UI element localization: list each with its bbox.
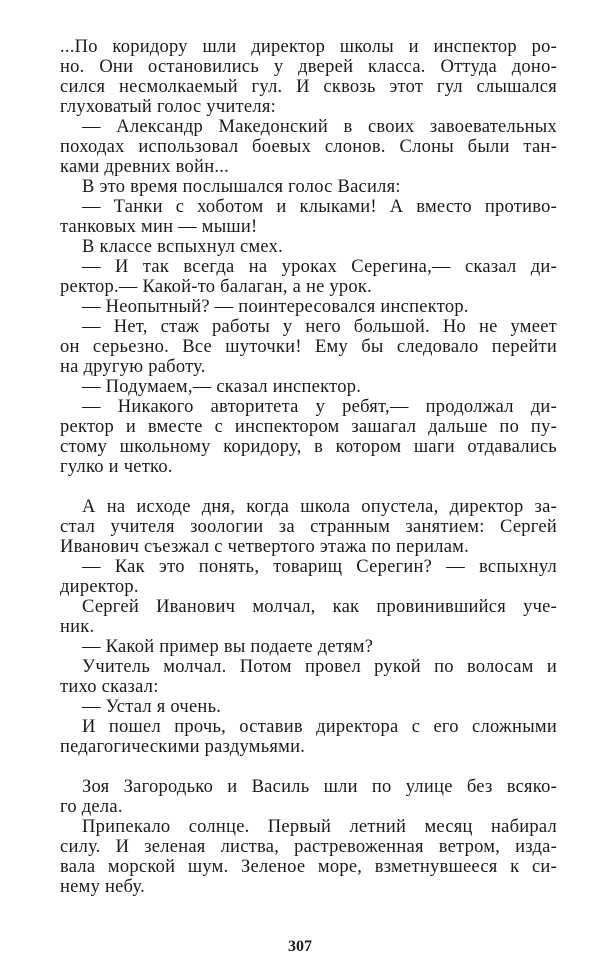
text-line: — Нет, стаж работы у него большой. Но не умеет (82, 317, 557, 337)
section-break (60, 477, 557, 497)
text-line: педагогическими раздумьями. (60, 737, 306, 757)
paragraph (60, 497, 557, 557)
text-line: — Никакого авторитета у ребят,— продолжал ди- (82, 397, 557, 417)
text-line: тихо сказал: (60, 677, 159, 697)
paragraph (60, 317, 557, 377)
text-line: ками древних войн... (60, 157, 229, 177)
text-line: Припекало солнце. Первый летний месяц набирал (82, 817, 557, 837)
text-line: — Как это понять, товарищ Серегин? — вспыхнул (82, 557, 557, 577)
text-line: — Какой пример вы подаете детям? (82, 637, 374, 657)
paragraph (60, 637, 557, 657)
paragraph (60, 257, 557, 297)
text-line: вала морской шум. Зеленое море, взметнувшееся к си- (60, 857, 557, 877)
text-line: ректор и вместе с инспектором зашагал дальше по пу- (60, 417, 557, 437)
book-page-text (60, 37, 557, 897)
text-line: гулко и четко. (60, 457, 173, 477)
paragraph (60, 397, 557, 477)
paragraph (60, 657, 557, 697)
paragraph (60, 777, 557, 817)
text-line: Иванович съезжал с четвертого этажа по перилам. (60, 537, 469, 557)
text-line: он серьезно. Все шуточки! Ему бы следовало перейти (60, 337, 557, 357)
text-line: — Устал я очень. (82, 697, 222, 717)
text-line: на другую работу. (60, 357, 206, 377)
text-line: ник. (60, 617, 95, 637)
paragraph (60, 297, 557, 317)
text-line: танковых мин — мыши! (60, 217, 258, 237)
paragraph (60, 237, 557, 257)
text-line: силу. И зеленая листва, растревоженная ветром, изда- (60, 837, 557, 857)
text-line: И пошел прочь, оставив директора с его сложными (82, 717, 557, 737)
text-line: сился несмолкаемый гул. И сквозь этот гул слышался (60, 77, 557, 97)
text-line: но. Они остановились у дверей класса. Оттуда доно- (60, 57, 557, 77)
paragraph (60, 717, 557, 757)
text-line: А на исходе дня, когда школа опустела, директор за- (82, 497, 557, 517)
text-line: Сергей Иванович молчал, как провинившийся уче- (82, 597, 557, 617)
text-line: — Танки с хоботом и клыками! А вместо противо- (82, 197, 557, 217)
text-line: В классе вспыхнул смех. (82, 237, 284, 257)
text-line: — Подумаем,— сказал инспектор. (82, 377, 362, 397)
text-line: походах использовал боевых слонов. Слоны были тан- (60, 137, 557, 157)
text-line: — Александр Македонский в своих завоевательных (82, 117, 557, 137)
text-line: — Неопытный? — поинтересовался инспектор. (82, 297, 469, 317)
paragraph (60, 377, 557, 397)
text-line: стал учителя зоологии за странным занятием: Сергей (60, 517, 557, 537)
paragraph (60, 197, 557, 237)
page-number: 307 (288, 938, 312, 955)
text-line: стому школьному коридору, в котором шаги отдавались (60, 437, 557, 457)
text-line: Зоя Загородько и Василь шли по улице без всяко- (82, 777, 557, 797)
text-line: Учитель молчал. Потом провел рукой по волосам и (82, 657, 557, 677)
paragraph (60, 817, 557, 897)
paragraph (60, 597, 557, 637)
paragraph (60, 697, 557, 717)
paragraph (60, 37, 557, 117)
text-line: В это время послышался голос Василя: (82, 177, 401, 197)
text-line: ректор.— Какой-то балаган, а не урок. (60, 277, 373, 297)
text-line: ...По коридору шли директор школы и инспектор ро- (60, 37, 557, 57)
text-line: нему небу. (60, 877, 146, 897)
text-line: глуховатый голос учителя: (60, 97, 276, 117)
paragraph (60, 177, 557, 197)
text-line: го дела. (60, 797, 123, 817)
text-line: директор. (60, 577, 139, 597)
section-break (60, 757, 557, 777)
paragraph (60, 557, 557, 597)
paragraph (60, 117, 557, 177)
text-line: — И так всегда на уроках Серегина,— сказал ди- (82, 257, 557, 277)
